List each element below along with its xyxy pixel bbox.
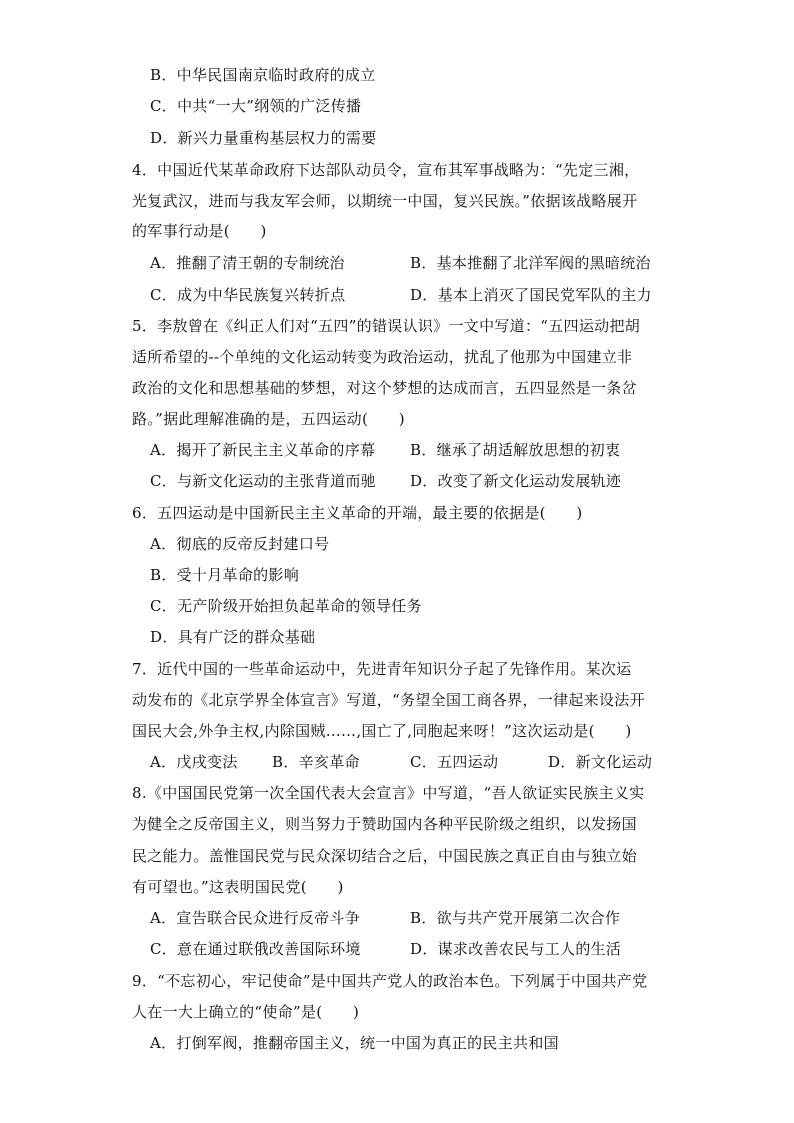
option-d-q6: D．具有广泛的群众基础 bbox=[150, 628, 316, 646]
option-a-q6: A．彻底的反帝反封建口号 bbox=[150, 535, 330, 553]
option-a-q5: A．揭开了新民主主义革命的序幕 bbox=[150, 441, 376, 459]
option-b-q7: B．辛亥革命 bbox=[272, 753, 360, 771]
question-7-line-2: 动发布的《北京学界全体宣言》写道，“务望全国工商各界，一律起来设法开 bbox=[132, 691, 645, 709]
question-9-line-1: 9．“不忘初心，牢记使命”是中国共产党人的政治本色。下列属于中国共产党 bbox=[132, 972, 648, 990]
question-5-line-3: 政治的文化和思想基础的梦想，对这个梦想的达成而言，五四显然是一条岔 bbox=[132, 379, 637, 397]
option-b-q8: B．欲与共产党开展第二次合作 bbox=[410, 909, 621, 927]
question-6: 6．五四运动是中国新民主主义革命的开端，最主要的依据是( ) bbox=[132, 504, 583, 522]
question-5-line-4: 路。”据此理解准确的是，五四运动( ) bbox=[132, 410, 405, 428]
option-b-q5: B．继承了胡适解放思想的初衷 bbox=[410, 441, 621, 459]
question-7-line-1: 7．近代中国的一些革命运动中，先进青年知识分子起了先锋作用。某次运 bbox=[132, 660, 632, 678]
question-4-line-2: 光复武汉，进而与我友军会师，以期统一中国，复兴民族。”依据该战略展开 bbox=[132, 192, 638, 210]
question-8-line-3: 民之能力。盖惟国民党与民众深切结合之后，中国民族之真正自由与独立始 bbox=[132, 847, 637, 865]
option-c-q7: C．五四运动 bbox=[410, 753, 499, 771]
question-7-line-3: 国民大会,外争主权,内除国贼……,国亡了,同胞起来呀！”这次运动是( ) bbox=[132, 722, 632, 740]
option-d-q7: D．新文化运动 bbox=[548, 753, 653, 771]
option-d-q4: D．基本上消灭了国民党军队的主力 bbox=[410, 286, 652, 304]
option-b-q3: B．中华民国南京临时政府的成立 bbox=[150, 66, 376, 84]
option-c-q3: C．中共“一大”纲领的广泛传播 bbox=[150, 97, 362, 115]
option-c-q5: C．与新文化运动的主张背道而驰 bbox=[150, 472, 376, 490]
option-a-q9: A．打倒军阀，推翻帝国主义，统一中国为真正的民主共和国 bbox=[150, 1034, 559, 1052]
question-8-line-1: 8.《中国国民党第一次全国代表大会宣言》中写道，“吾人欲证实民族主义实 bbox=[132, 784, 645, 802]
question-8-line-4: 有可望也。”这表明国民党( ) bbox=[132, 878, 344, 896]
option-d-q3: D．新兴力量重构基层权力的需要 bbox=[150, 129, 377, 147]
option-b-q4: B．基本推翻了北洋军阀的黑暗统治 bbox=[410, 254, 651, 272]
option-a-q7: A．戊戌变法 bbox=[150, 753, 238, 771]
question-5-line-1: 5．李敖曾在《纠正人们对“五四”的错误认识》一文中写道：“五四运动把胡 bbox=[132, 317, 641, 335]
option-a-q8: A．宣告联合民众进行反帝斗争 bbox=[150, 909, 361, 927]
option-a-q4: A．推翻了清王朝的专制统治 bbox=[150, 254, 345, 272]
option-c-q6: C．无产阶级开始担负起革命的领导任务 bbox=[150, 597, 422, 615]
option-d-q8: D．谋求改善农民与工人的生活 bbox=[410, 940, 622, 958]
option-c-q4: C．成为中华民族复兴转折点 bbox=[150, 286, 346, 304]
option-d-q5: D．改变了新文化运动发展轨迹 bbox=[410, 472, 622, 490]
question-5-line-2: 适所希望的--个单纯的文化运动转变为政治运动，扰乱了他那为中国建立非 bbox=[132, 348, 633, 366]
question-4-line-1: 4．中国近代某革命政府下达部队动员令，宣布其军事战略为：“先定三湘， bbox=[132, 161, 640, 179]
option-b-q6: B．受十月革命的影响 bbox=[150, 566, 300, 584]
question-8-line-2: 为健全之反帝国主义，则当努力于赞助国内各种平民阶级之组织，以发扬国 bbox=[132, 815, 637, 833]
question-9-line-2: 人在一大上确立的“使命”是( ) bbox=[132, 1003, 360, 1021]
option-c-q8: C．意在通过联俄改善国际环境 bbox=[150, 940, 361, 958]
question-4-line-3: 的军事行动是( ) bbox=[132, 222, 267, 240]
